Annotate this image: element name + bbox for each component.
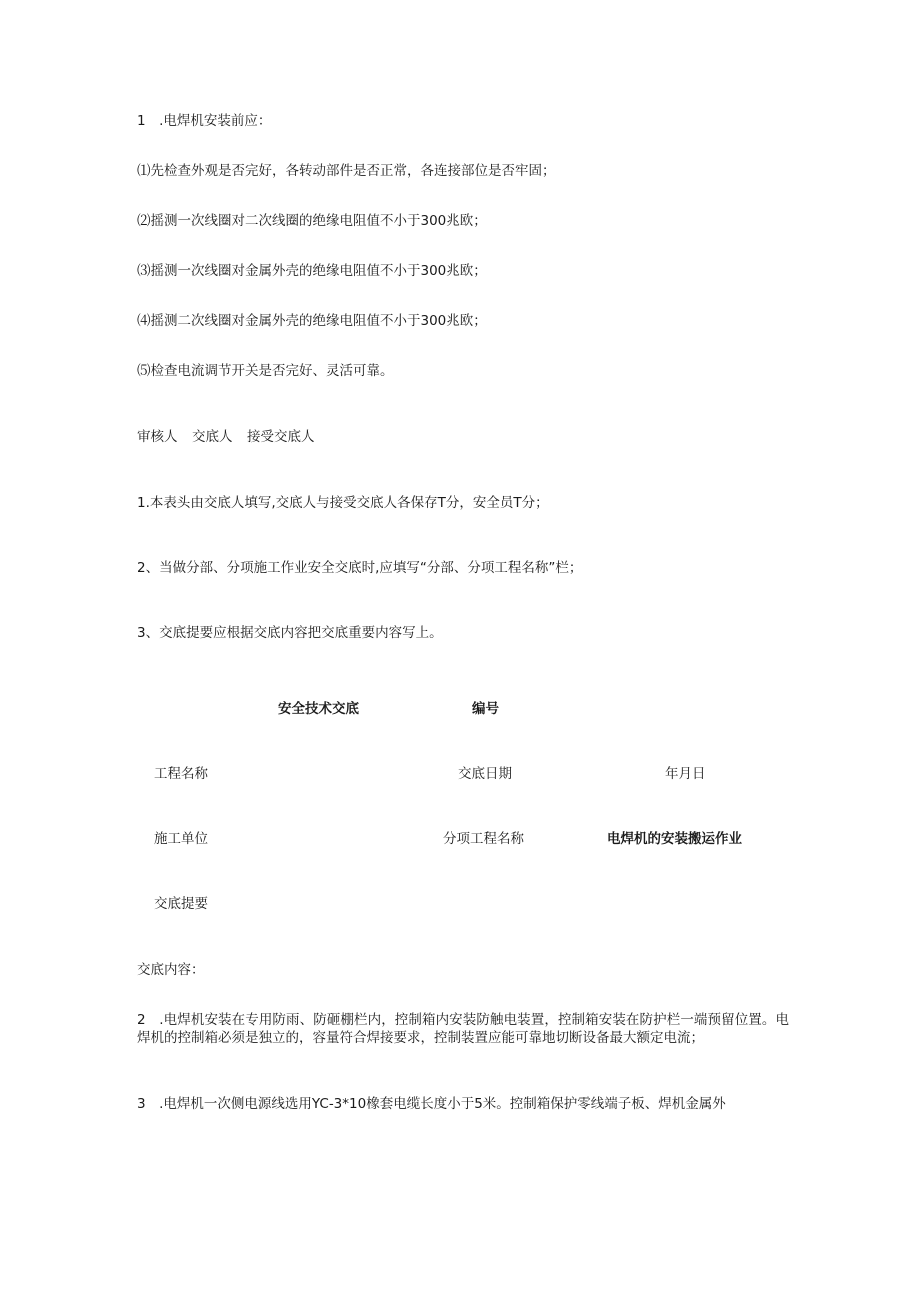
check-item-3: ⑶摇测一次线圈对金属外壳的绝缘电阻值不小于300兆欧； — [137, 263, 487, 279]
check-item-2: ⑵摇测一次线圈对二次线圈的绝缘电阻值不小于300兆欧； — [137, 213, 487, 229]
project-name-label: 工程名称 — [154, 766, 208, 782]
form-number-label: 编号 — [472, 701, 499, 717]
note-2: 2、当做分部、分项施工作业安全交底时,应填写“分部、分项工程名称”栏； — [137, 560, 583, 576]
signature-receiver: 接受交底人 — [247, 429, 315, 445]
sub-project-label: 分项工程名称 — [443, 831, 524, 847]
form-title: 安全技术交底 — [278, 701, 359, 717]
disclosure-date-label: 交底日期 — [458, 766, 512, 782]
construction-unit-label: 施工单位 — [154, 831, 208, 847]
note-3: 3、交底提要应根据交底内容把交底重要内容写上。 — [137, 625, 443, 641]
section1-heading: 1 .电焊机安装前应： — [137, 113, 272, 129]
check-item-1: ⑴先检查外观是否完好，各转动部件是否正常，各连接部位是否牢固； — [137, 163, 556, 179]
summary-label: 交底提要 — [154, 896, 208, 912]
check-item-5: ⑸检查电流调节开关是否完好、灵活可靠。 — [137, 363, 394, 379]
disclosure-date-value: 年月日 — [665, 766, 706, 782]
content-item-3: 3 .电焊机一次侧电源线选用YC-3*10橡套电缆长度小于5米。控制箱保护零线端子板、焊机金属外 — [137, 1096, 726, 1112]
signature-discloser: 交底人 — [192, 429, 233, 445]
sub-project-value: 电焊机的安装搬运作业 — [607, 831, 742, 847]
signature-reviewer: 审核人 — [137, 429, 178, 445]
note-1: 1.本表头由交底人填写,交底人与接受交底人各保存T分，安全员T分； — [137, 495, 549, 511]
content-heading: 交底内容： — [137, 962, 205, 978]
check-item-4: ⑷摇测二次线圈对金属外壳的绝缘电阻值不小于300兆欧； — [137, 313, 487, 329]
content-item-2: 2 .电焊机安装在专用防雨、防砸棚栏内，控制箱内安装防触电装置，控制箱安装在防护栏一端预留位置。电焊机的控制箱必须是独立的，容量符合焊接要求，控制装置应能可靠地切断设备最大额定电流； — [137, 1012, 789, 1046]
